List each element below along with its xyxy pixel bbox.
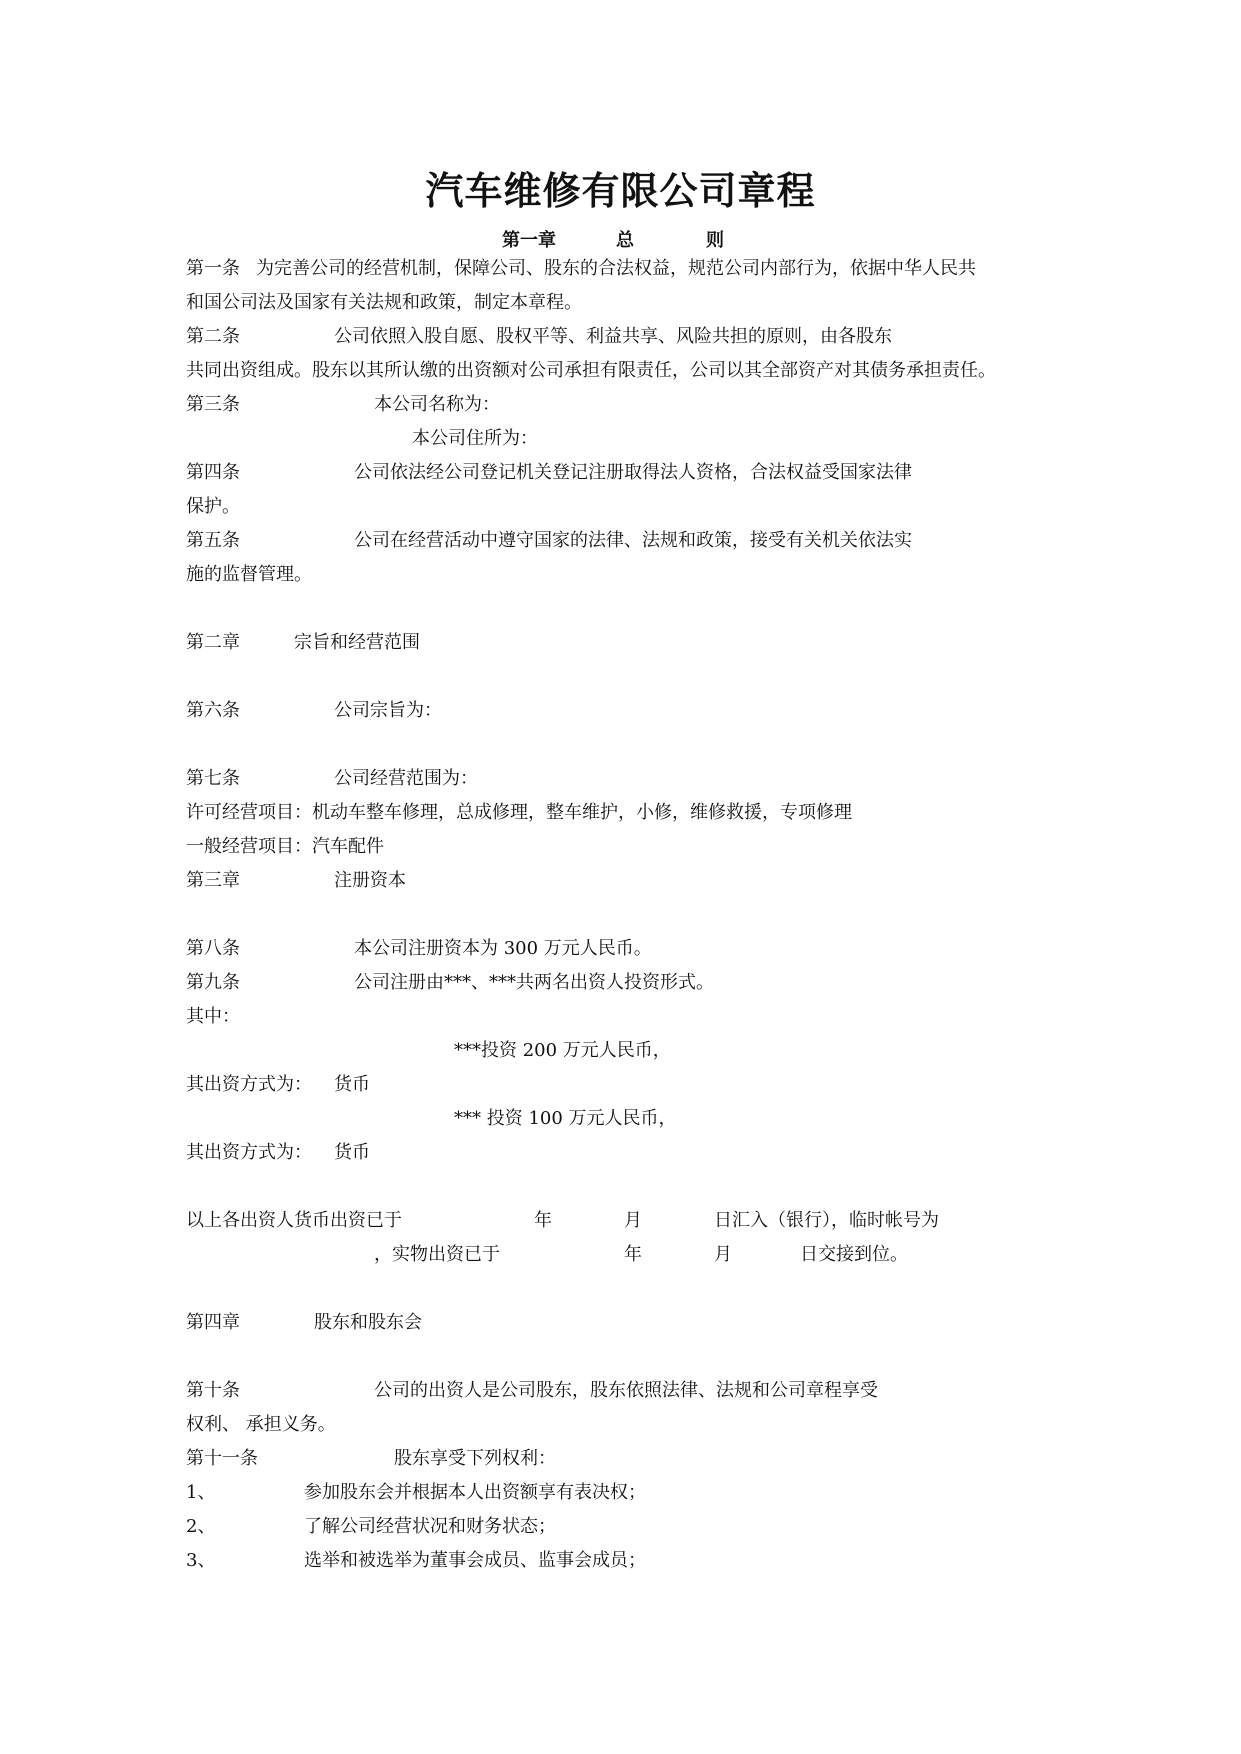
remit-end: 日汇入（银行），临时帐号为 [714,1210,939,1231]
article-3-label: 第三条 [186,394,240,415]
article-2-label: 第二条 [186,326,240,347]
investor-1-amount: ***投资 200 万元人民币， [454,1040,671,1061]
article-10-label: 第十条 [186,1380,240,1401]
article-5-line-1: 公司在经营活动中遵守国家的法律、法规和政策，接受有关机关依法实 [354,530,912,551]
chapter-1-name-part1: 总 [616,230,634,251]
chapter-4-label: 第四章 [186,1312,240,1333]
article-5-line-2: 施的监督管理。 [186,564,312,585]
in-kind-lead: ，实物出资已于 [374,1244,500,1265]
chapter-1-label: 第一章 [502,230,556,251]
article-9-text: 公司注册由***、***共两名出资人投资形式。 [354,972,714,993]
investor-2-amount: *** 投资 100 万元人民币， [454,1108,677,1129]
article-8-label: 第八条 [186,938,240,959]
article-2-line-2: 共同出资组成。股东以其所认缴的出资额对公司承担有限责任，公司以其全部资产对其债务承担责任。 [186,360,996,381]
article-8-text: 本公司注册资本为 300 万元人民币。 [354,938,652,959]
chapter-2-name: 宗旨和经营范围 [294,632,420,653]
article-7-label: 第七条 [186,768,240,789]
chapter-4-name: 股东和股东会 [314,1312,422,1333]
in-kind-month: 月 [714,1244,732,1265]
right-item-text: 参加股东会并根据本人出资额享有表决权； [304,1482,646,1503]
right-item-number: 3、 [186,1550,216,1571]
company-name-line: 本公司名称为： [374,394,500,415]
remit-lead: 以上各出资人货币出资已于 [186,1210,402,1231]
article-4-line-1: 公司依法经公司登记机关登记注册取得法人资格，合法权益受国家法律 [354,462,912,483]
article-4-line-2: 保护。 [186,496,240,517]
article-5-label: 第五条 [186,530,240,551]
article-10-line-2: 权利、 承担义务。 [186,1414,336,1435]
article-1-line-2: 和国公司法及国家有关法规和政策，制定本章程。 [186,292,582,313]
right-item-number: 2、 [186,1516,216,1537]
document-title: 汽车维修有限公司章程 [425,168,816,213]
in-kind-year: 年 [624,1244,642,1265]
article-9-label: 第九条 [186,972,240,993]
article-2-line-1: 公司依照入股自愿、股权平等、利益共享、风险共担的原则，由各股东 [334,326,892,347]
chapter-3-name: 注册资本 [334,870,406,891]
remit-month: 月 [624,1210,642,1231]
article-1-label: 第一条 [186,258,240,279]
chapter-2-label: 第二章 [186,632,240,653]
article-1-line-1: 为完善公司的经营机制，保障公司、股东的合法权益，规范公司内部行为，依据中华人民共 [256,258,976,279]
right-item-text: 选举和被选举为董事会成员、监事会成员； [304,1550,646,1571]
article-11-label: 第十一条 [186,1448,258,1469]
article-10-line-1: 公司的出资人是公司股东，股东依照法律、法规和公司章程享受 [374,1380,878,1401]
remit-year: 年 [534,1210,552,1231]
right-item-text: 了解公司经营状况和财务状态； [304,1516,556,1537]
company-address-line: 本公司住所为： [412,428,538,449]
article-4-label: 第四条 [186,462,240,483]
general-business-items: 一般经营项目：汽车配件 [186,836,384,857]
licensed-business-items: 许可经营项目：机动车整车修理，总成修理，整车维护，小修，维修救援，专项修理 [186,802,852,823]
article-6-label: 第六条 [186,700,240,721]
investor-2-method-value: 货币 [334,1142,370,1163]
article-6-text: 公司宗旨为： [334,700,442,721]
chapter-1-name-part2: 则 [706,230,724,251]
article-11-text: 股东享受下列权利： [394,1448,556,1469]
among-label: 其中： [186,1006,240,1027]
in-kind-end: 日交接到位。 [800,1244,908,1265]
investor-2-method-label: 其出资方式为： [186,1142,312,1163]
investor-1-method-value: 货币 [334,1074,370,1095]
right-item-number: 1、 [186,1482,216,1503]
article-7-text: 公司经营范围为： [334,768,478,789]
investor-1-method-label: 其出资方式为： [186,1074,312,1095]
chapter-3-label: 第三章 [186,870,240,891]
